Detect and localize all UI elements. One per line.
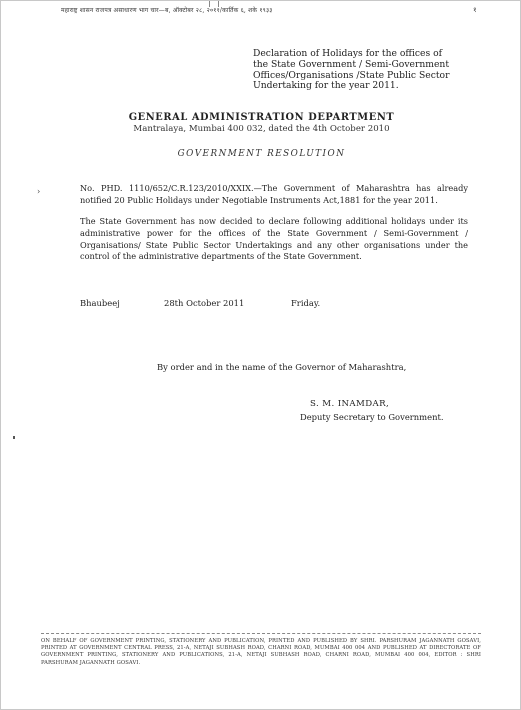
holiday-day: Friday. — [291, 298, 321, 308]
holiday-date: 28th October 2011 — [164, 298, 245, 308]
body-paragraph-2: The State Government has now decided to declare following additional holidays under its administrative power for the offices of the State Government / Semi-Government / Organisations/ State Public Sector Undertakings and any other organisations under the control of the administrative departments of the State Government. — [80, 216, 468, 262]
subject-line-1: Declaration of Holidays for the offices of — [253, 48, 443, 59]
department-address: Mantralaya, Mumbai 400 032, dated the 4th October 2010 — [133, 124, 390, 134]
margin-tick — [13, 436, 15, 439]
order-line: By order and in the name of the Governor of Maharashtra, — [157, 362, 407, 372]
department-name: GENERAL ADMINISTRATION DEPARTMENT — [128, 112, 395, 123]
signatory-name: S. M. INAMDAR, — [310, 399, 390, 409]
resolution-subject — [253, 49, 468, 92]
subject-line-2: the State Government / Semi-Government — [253, 58, 450, 70]
holiday-name: Bhaubeej — [80, 298, 120, 308]
subject-line-4: Undertaking for the year 2011. — [253, 80, 399, 92]
footer-divider — [41, 633, 481, 634]
signatory-designation: Deputy Secretary to Government. — [300, 412, 444, 422]
page-number: १ — [473, 6, 477, 14]
margin-mark: › — [37, 187, 41, 196]
body-paragraph-1: No. PHD. 1110/652/C.R.123/2010/XXIX.—The Government of Maharashtra has already notified 20 Public Holidays under Negotiable Instruments Act,1881 for the year 2011. — [80, 183, 468, 205]
running-header: महाराष्ट्र शासन राजपत्र असाधारण भाग चार—ब, ऑक्टोबर २८, २०११/कार्तिक ६, शके १९३३ — [61, 7, 273, 14]
resolution-title: GOVERNMENT RESOLUTION — [177, 149, 346, 159]
subject-line-3: Offices/Organisations /State Public Sector — [253, 69, 450, 81]
printer-imprint: ON BEHALF OF GOVERNMENT PRINTING, STATIONERY AND PUBLICATION, PRINTED AND PUBLISHED BY SHRI. PARSHURAM JAGANNATH GOSAVI, PRINTED AT GOVERNMENT CENTRAL PRESS, 21-A, NETAJI SUBHASH ROAD, CHARNI ROAD, MUMBAI 400 004 AND PUBLISHED AT DIRECTORATE OF GOVERNMENT PRINTING, STATIONERY AND PUBLICATIONS, 21-A, NETAJI SUBHASH ROAD, CHARNI ROAD, MUMBAI 400 004, EDITOR : SHRI PARSHURAM JAGANNATH GOSAVI. — [41, 638, 481, 666]
